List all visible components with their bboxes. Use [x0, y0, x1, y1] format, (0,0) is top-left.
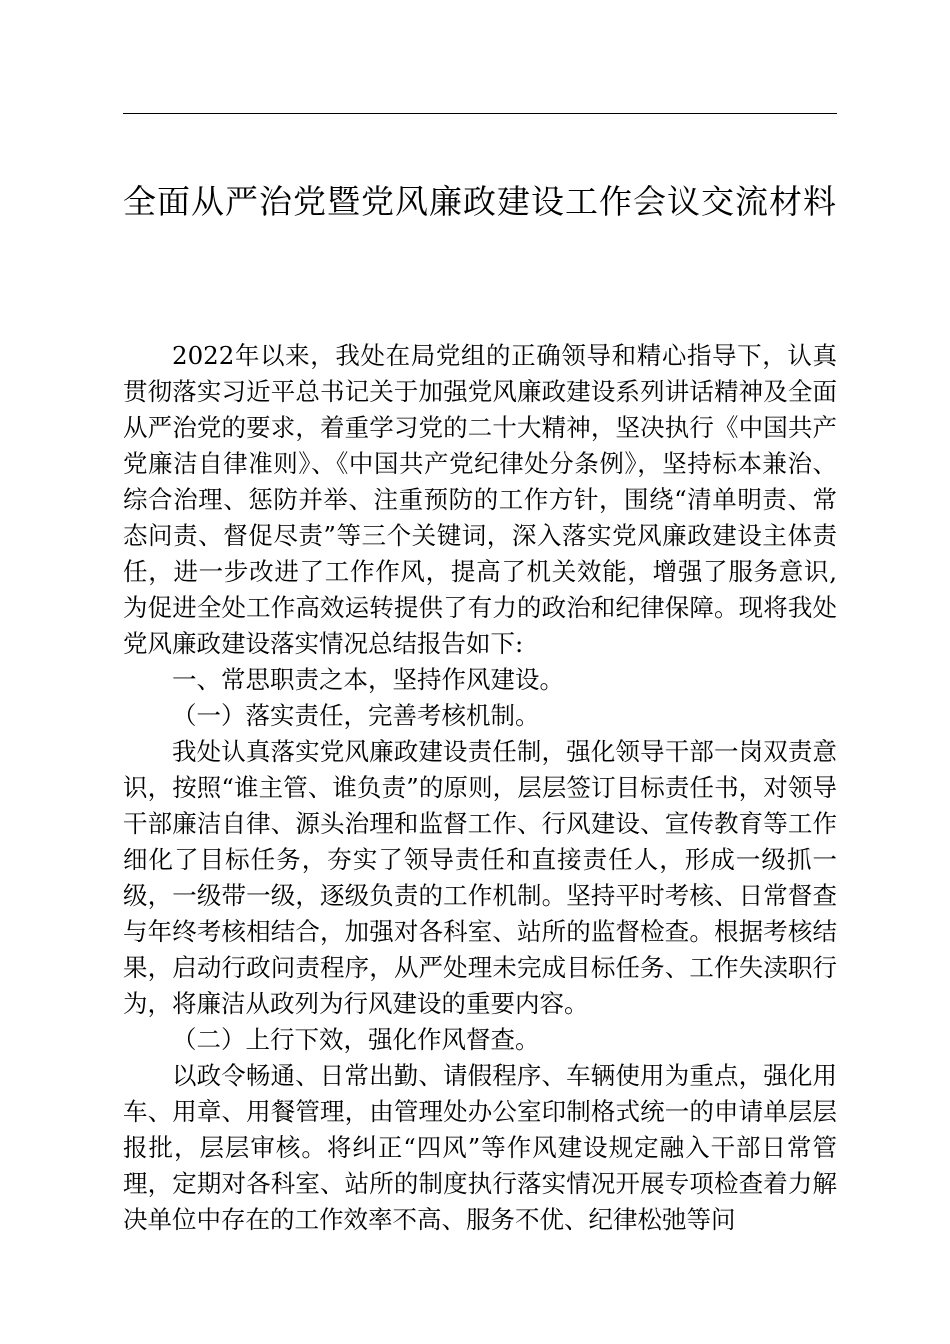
section-heading-1: 一、常思职责之本，坚持作风建设。: [172, 665, 564, 694]
document-body: [123, 338, 837, 1238]
header-rule: [123, 113, 837, 114]
subsection-heading-2: （二）上行下效，强化作风督查。: [172, 1025, 540, 1054]
document-title: 全面从严治党暨党风廉政建设工作会议交流材料: [123, 182, 837, 221]
subsection-heading-1: （一）落实责任，完善考核机制。: [172, 701, 540, 730]
paragraph-supervision: 以政令畅通、日常出勤、请假程序、车辆使用为重点，强化用车、用章、用餐管理，由管理处办公室印制格式统一的申请单层层报批，层层审核。将纠正“四风”等作风建设规定融入干部日常管理，定期对各科室、站所的制度执行落实情况开展专项检查着力解决单位中存在的工作效率不高、服务不优、纪律松弛等问: [123, 1061, 837, 1234]
paragraph-intro: 2022年以来，我处在局党组的正确领导和精心指导下，认真贯彻落实习近平总书记关于加强党风廉政建设系列讲话精神及全面从严治党的要求，着重学习党的二十大精神，坚决执行《中国共产党廉洁自律准则》、《中国共产党纪律处分条例》，坚持标本兼治、综合治理、惩防并举、注重预防的工作方针，围绕“清单明责、常态问责、督促尽责”等三个关键词，深入落实党风廉政建设主体责任，进一步改进了工作作风，提高了机关效能，增强了服务意识,为促进全处工作高效运转提供了有力的政治和纪律保障。现将我处党风廉政建设落实情况总结报告如下:: [123, 341, 837, 658]
paragraph-responsibility: 我处认真落实党风廉政建设责任制，强化领导干部一岗双责意识，按照“谁主管、谁负责”的原则，层层签订目标责任书，对领导干部廉洁自律、源头治理和监督工作、行风建设、宣传教育等工作细化了目标任务，夯实了领导责任和直接责任人，形成一级抓一级，一级带一级，逐级负责的工作机制。坚持平时考核、日常督查与年终考核相结合，加强对各科室、站所的监督检查。根据考核结果，启动行政问责程序，从严处理未完成目标任务、工作失渎职行为，将廉洁从政列为行风建设的重要内容。: [123, 737, 837, 1018]
